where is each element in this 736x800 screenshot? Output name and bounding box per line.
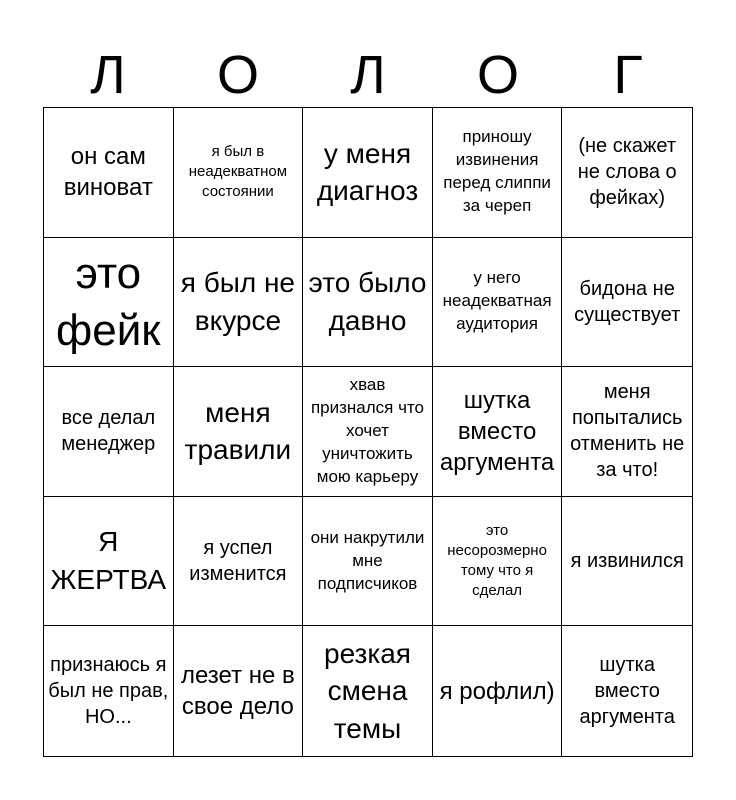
bingo-cell[interactable]	[174, 108, 304, 238]
bingo-cell[interactable]	[174, 367, 304, 497]
bingo-cell[interactable]	[303, 108, 433, 238]
header-letter-2: О	[216, 45, 259, 105]
bingo-cell-text: приношу извинения перед слиппи за череп	[443, 127, 551, 216]
bingo-grid	[43, 107, 693, 757]
bingo-cell[interactable]	[562, 108, 692, 238]
bingo-cell[interactable]	[303, 626, 433, 756]
header-letter-1: Л	[90, 45, 126, 105]
bingo-cell[interactable]	[44, 367, 174, 497]
bingo-cell[interactable]	[44, 238, 174, 368]
bingo-cell-text: (не скажет не слова о фейках)	[577, 135, 677, 210]
bingo-cell-text: это несорозмерно тому что я сделал	[447, 521, 547, 600]
bingo-cell[interactable]	[303, 238, 433, 368]
bingo-cell[interactable]	[562, 626, 692, 756]
bingo-cell[interactable]	[562, 497, 692, 627]
bingo-cell-text: я был в неадекватном состоянии	[188, 142, 288, 201]
bingo-cell[interactable]	[174, 497, 304, 627]
bingo-cell[interactable]	[433, 367, 563, 497]
bingo-cell-text: признаюсь я был не прав, НО...	[48, 654, 169, 729]
bingo-cell[interactable]	[44, 108, 174, 238]
bingo-cell-text: я был не вкурсе	[180, 267, 296, 336]
header-letter-3: Л	[350, 45, 386, 105]
bingo-cell-text: у него неадекватная аудитория	[442, 268, 552, 334]
header-letter-5: Г	[613, 45, 643, 105]
bingo-cell[interactable]	[44, 626, 174, 756]
bingo-cell-text: это фейк	[56, 248, 161, 355]
bingo-cell[interactable]	[433, 626, 563, 756]
bingo-cell[interactable]	[303, 367, 433, 497]
bingo-cell-text: я извинился	[570, 550, 684, 573]
bingo-cell[interactable]	[433, 497, 563, 627]
header-letter-4: О	[476, 45, 519, 105]
bingo-cell-text: резкая смена темы	[324, 637, 411, 745]
bingo-cell-text: шутка вместо аргумента	[439, 386, 555, 477]
bingo-cell-text: меня травили	[184, 396, 292, 466]
bingo-cell-text: меня попытались отменить не за что!	[570, 381, 685, 482]
bingo-cell-text: Я ЖЕРТВА	[50, 526, 167, 596]
bingo-cell-text: у меня диагноз	[316, 137, 419, 207]
bingo-cell-text: хвав признался что хочет уничтожить мою карьеру	[310, 375, 425, 486]
bingo-cell-text: они накрутили мне подписчиков	[310, 527, 425, 593]
bingo-cell[interactable]	[433, 238, 563, 368]
bingo-cell[interactable]	[433, 108, 563, 238]
bingo-cell[interactable]	[174, 238, 304, 368]
bingo-cell-text: это было давно	[308, 267, 427, 336]
bingo-cell-text: он сам виноват	[63, 143, 153, 202]
bingo-cell[interactable]	[174, 626, 304, 756]
bingo-cell[interactable]	[44, 497, 174, 627]
bingo-cell-text: я успел изменится	[189, 537, 287, 586]
bingo-cell-text: шутка вместо аргумента	[579, 654, 675, 729]
bingo-cell-text: лезет не в свое дело	[180, 662, 295, 721]
bingo-cell[interactable]	[562, 238, 692, 368]
bingo-cell-text: все делал менеджер	[61, 407, 156, 456]
bingo-cell[interactable]	[303, 497, 433, 627]
bingo-cell-text: бидона не существует	[574, 277, 681, 326]
bingo-cell[interactable]	[562, 367, 692, 497]
bingo-header	[43, 44, 693, 106]
bingo-cell-text: я рофлил)	[439, 677, 555, 705]
